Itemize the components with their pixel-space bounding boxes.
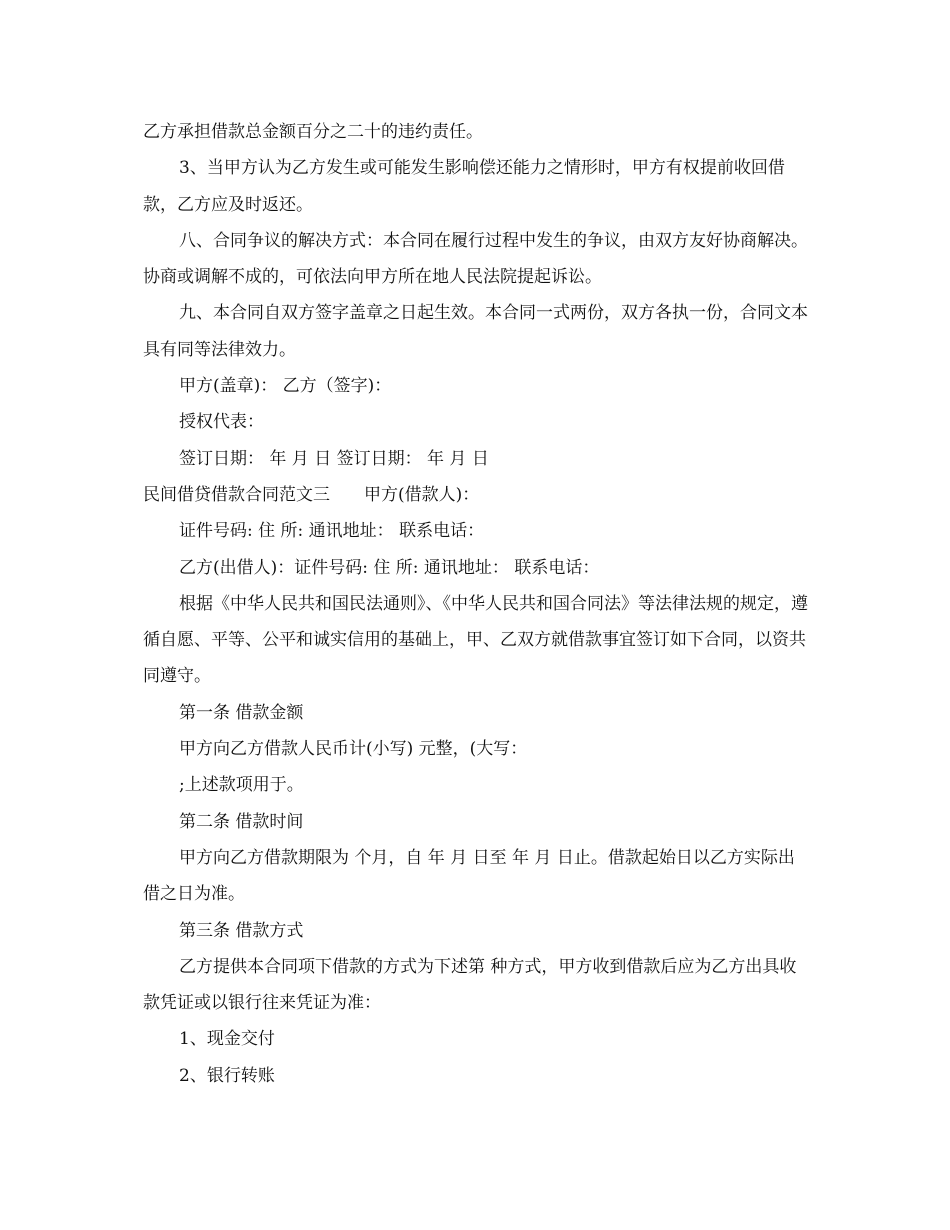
paragraph-12: 第一条 借款金额: [179, 702, 304, 723]
paragraph-13: 甲方向乙方借款人民币计(小写) 元整，(大写：: [179, 739, 528, 760]
paragraph-5: 甲方(盖章)： 乙方（签字)：: [179, 376, 392, 397]
paragraph-11: 根据《中华人民共和国民法通则》、《中华人民共和国合同法》等法律法规的规定，遵循自愿、平等、公平和诚实信用的基础上，甲、乙双方就借款事宜签订如下合同，以资共同遵守。: [143, 593, 808, 687]
paragraph-20: 2、银行转账: [179, 1065, 275, 1086]
paragraph-1: 乙方承担借款总金额百分之二十的违约责任。: [143, 122, 483, 142]
paragraph-3: 八、合同争议的解决方式：本合同在履行过程中发生的争议，由双方友好协商解决。协商或调解不成的，可依法向甲方所在地人民法院提起诉讼。: [143, 230, 808, 288]
paragraph-14: ;上述款项用于。: [179, 775, 304, 796]
paragraph-16: 甲方向乙方借款期限为 个月，自 年 月 日至 年 月 日止。借款起始日以乙方实际出借之日为准。: [143, 847, 795, 905]
paragraph-6: 授权代表：: [179, 412, 264, 433]
paragraph-18: 乙方提供本合同项下借款的方式为下述第 种方式，甲方收到借款后应为乙方出具收款凭证或以银行往来凭证为准：: [143, 956, 797, 1014]
paragraph-15: 第二条 借款时间: [179, 811, 304, 832]
paragraph-10: 乙方(出借人)：证件号码: 住 所: 通讯地址： 联系电话：: [179, 557, 600, 578]
paragraph-19: 1、现金交付: [179, 1029, 275, 1050]
paragraph-7: 签订日期： 年 月 日 签订日期： 年 月 日: [179, 448, 489, 469]
document-body: [143, 114, 808, 1094]
paragraph-17: 第三条 借款方式: [179, 920, 304, 941]
paragraph-2: 3、当甲方认为乙方发生或可能发生影响偿还能力之情形时，甲方有权提前收回借款，乙方应及时返还。: [143, 158, 785, 215]
paragraph-9: 证件号码: 住 所: 通讯地址： 联系电话：: [179, 521, 485, 542]
paragraph-8: 民间借贷借款合同范文三 甲方(借款人)：: [143, 484, 480, 505]
paragraph-4: 九、本合同自双方签字盖章之日起生效。本合同一式两份，双方各执一份，合同文本具有同等法律效力。: [143, 303, 808, 360]
